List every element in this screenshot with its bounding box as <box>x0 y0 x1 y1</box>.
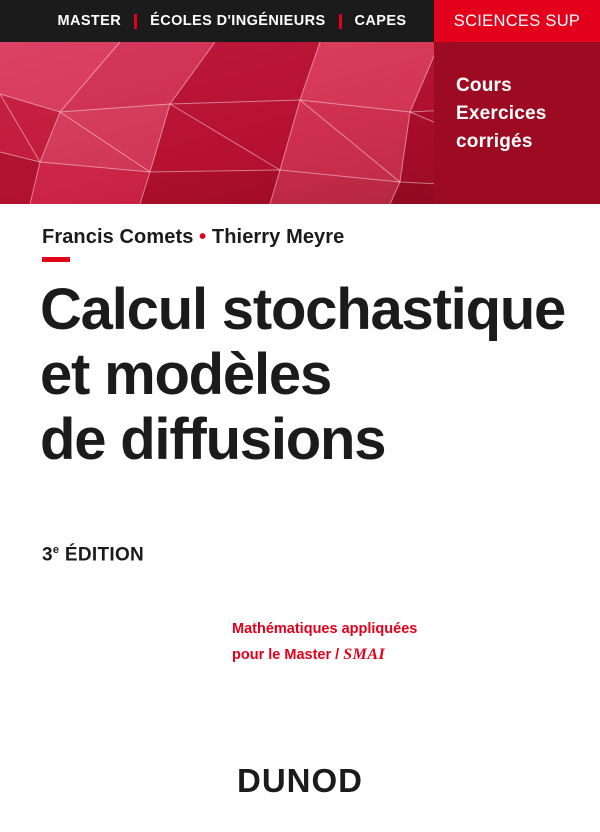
title-line-3: de diffusions <box>40 406 386 472</box>
category-master: MASTER <box>57 13 122 29</box>
title-line-2: et modèles <box>40 341 331 407</box>
top-category-bar <box>0 0 600 42</box>
edition-word: ÉDITION <box>64 544 145 566</box>
collection-line-2 <box>232 642 532 668</box>
author-first: Francis Comets <box>42 226 194 248</box>
author-separator-dot: • <box>199 226 207 248</box>
author-second: Thierry Meyre <box>211 226 345 248</box>
title-line-1: Calcul stochastique <box>40 277 566 342</box>
category-list <box>0 13 434 29</box>
red-accent-rule <box>42 257 70 262</box>
publisher-logo: DUNOD <box>237 762 363 799</box>
collection-banner <box>434 0 600 42</box>
cours-exercices-badge <box>434 42 600 204</box>
badge-line-corriges: corrigés <box>456 131 533 153</box>
book-title <box>40 277 566 473</box>
collection-master-text: pour le Master <box>232 646 332 663</box>
collection-slash: / <box>335 646 340 663</box>
badge-line-exercices: Exercices <box>456 103 547 125</box>
category-capes: CAPES <box>354 13 407 29</box>
collection-line-1: Mathématiques appliquées <box>232 621 418 637</box>
smai-logo: SMAI <box>343 645 386 663</box>
edition-number: 3 <box>42 544 53 566</box>
edition-ordinal: e <box>52 544 60 556</box>
category-ecoles-ingenieurs: ÉCOLES D'INGÉNIEURS <box>150 13 326 29</box>
authors-line <box>42 226 344 249</box>
collection-banner-label: SCIENCES SUP <box>453 11 581 30</box>
edition-label <box>42 544 144 566</box>
collection-note <box>232 618 532 668</box>
badge-line-cours: Cours <box>456 75 512 96</box>
